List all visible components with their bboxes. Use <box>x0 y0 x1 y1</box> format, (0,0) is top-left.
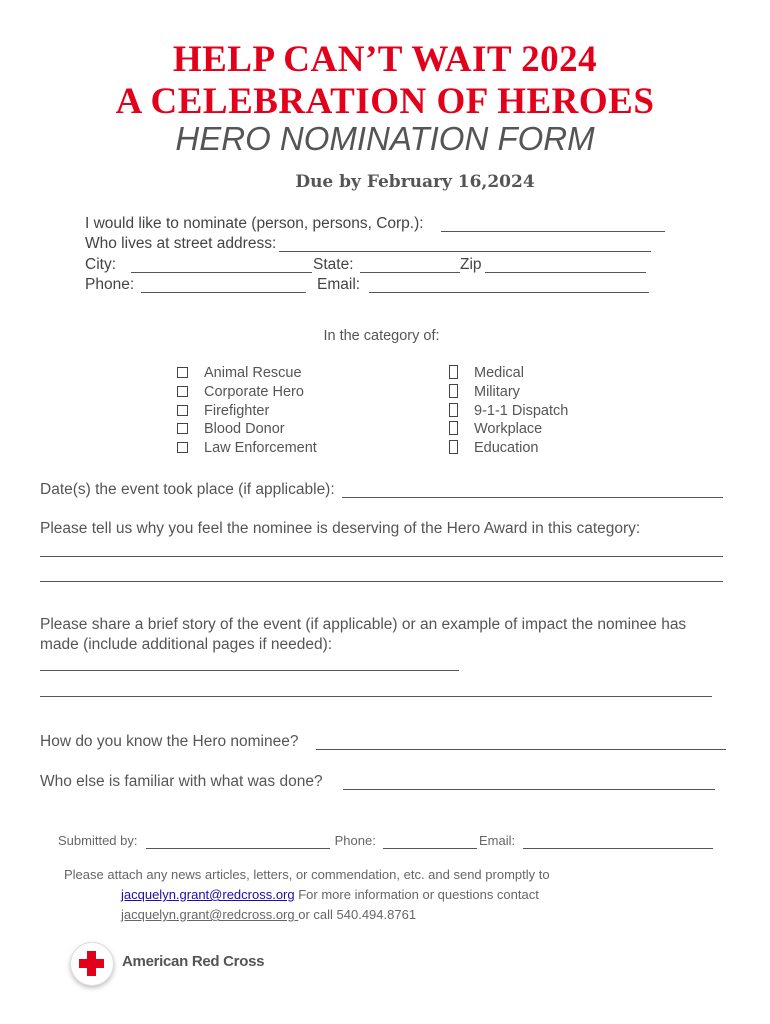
submitted-by-field[interactable] <box>146 848 330 849</box>
submitter-phone-field[interactable] <box>383 848 477 849</box>
state-field[interactable] <box>360 272 460 273</box>
state-label: State: <box>313 256 358 273</box>
checkbox-icon[interactable] <box>449 440 458 454</box>
address-label: Who lives at street address: <box>85 235 281 252</box>
checkbox-icon[interactable] <box>177 442 188 453</box>
dates-label: Date(s) the event took place (if applicable): <box>40 481 339 498</box>
story-answer-line-2[interactable] <box>40 696 712 697</box>
email-field[interactable] <box>369 292 649 293</box>
category-item-dispatch[interactable] <box>449 403 568 419</box>
title-line-2: A CELEBRATION OF HEROES <box>115 81 655 122</box>
contact-email: jacquelyn.grant@redcross.org <box>121 907 299 922</box>
category-label: 9-1-1 Dispatch <box>474 403 569 419</box>
category-label: Workplace <box>474 421 543 437</box>
category-item-corporate-hero[interactable] <box>177 384 304 400</box>
deserving-answer-line-2[interactable] <box>40 581 723 582</box>
call-text: or call 540.494.8761 <box>298 907 417 922</box>
checkbox-icon[interactable] <box>449 421 458 435</box>
category-item-blood-donor[interactable] <box>177 421 285 437</box>
story-question-line-1: Please share a brief story of the event (if applicable) or an example of impact the nominee has <box>40 616 687 633</box>
email-link[interactable]: jacquelyn.grant@redcross.org <box>121 887 295 902</box>
more-info-text: For more information or questions contact <box>294 887 539 902</box>
category-label: Corporate Hero <box>204 384 304 400</box>
contact-line-2 <box>121 907 416 922</box>
category-item-military[interactable] <box>449 384 520 400</box>
nominate-field[interactable] <box>441 231 665 232</box>
submitter-email-field[interactable] <box>523 848 713 849</box>
category-heading: In the category of: <box>323 328 440 344</box>
story-question-line-2: made (include additional pages if needed): <box>40 636 333 653</box>
checkbox-icon[interactable] <box>449 384 458 398</box>
know-question: How do you know the Hero nominee? <box>40 733 303 750</box>
know-field[interactable] <box>316 749 726 750</box>
zip-label: Zip <box>460 256 482 273</box>
category-item-workplace[interactable] <box>449 421 542 437</box>
checkbox-icon[interactable] <box>177 367 188 378</box>
checkbox-icon[interactable] <box>177 386 188 397</box>
deserving-answer-line-1[interactable] <box>40 556 723 557</box>
submitter-phone-label: Phone: <box>331 833 376 848</box>
story-answer-line-1[interactable] <box>40 670 459 671</box>
category-label: Firefighter <box>204 403 270 419</box>
submitted-by-label: Submitted by: <box>58 833 142 848</box>
dates-field[interactable] <box>342 497 723 498</box>
category-item-medical[interactable] <box>449 365 524 381</box>
familiar-question: Who else is familiar with what was done? <box>40 773 327 790</box>
contact-line-1 <box>121 887 539 902</box>
checkbox-icon[interactable] <box>449 365 458 379</box>
zip-field[interactable] <box>485 272 646 273</box>
city-field[interactable] <box>131 272 312 273</box>
phone-field[interactable] <box>141 292 306 293</box>
attach-instructions: Please attach any news articles, letters, or commendation, etc. and send promptly to <box>64 867 550 882</box>
form-subtitle: HERO NOMINATION FORM <box>175 120 595 157</box>
org-name: American Red Cross <box>122 953 265 970</box>
title-line-1: HELP CAN’T WAIT 2024 <box>172 39 598 80</box>
category-item-education[interactable] <box>449 440 539 456</box>
category-item-animal-rescue[interactable] <box>177 365 302 381</box>
category-label: Education <box>474 440 539 456</box>
submitter-email-label: Email: <box>479 833 519 848</box>
deserving-question: Please tell us why you feel the nominee is deserving of the Hero Award in this category: <box>40 520 641 537</box>
nominate-label: I would like to nominate (person, persons, Corp.): <box>85 215 428 232</box>
checkbox-icon[interactable] <box>177 405 188 416</box>
checkbox-icon[interactable] <box>449 403 458 417</box>
due-date: Due by February 16,2024 <box>295 172 535 192</box>
red-cross-icon-bar <box>79 959 104 968</box>
category-label: Blood Donor <box>204 421 285 437</box>
checkbox-icon[interactable] <box>177 423 188 434</box>
address-field[interactable] <box>279 251 651 252</box>
category-item-firefighter[interactable] <box>177 403 269 419</box>
category-label: Law Enforcement <box>204 440 317 456</box>
familiar-field[interactable] <box>343 789 715 790</box>
category-label: Military <box>474 384 520 400</box>
category-label: Medical <box>474 365 524 381</box>
city-label: City: <box>85 256 121 273</box>
email-label: Email: <box>317 276 365 293</box>
category-label: Animal Rescue <box>204 365 302 381</box>
phone-label: Phone: <box>85 276 139 293</box>
category-item-law-enforcement[interactable] <box>177 440 317 456</box>
